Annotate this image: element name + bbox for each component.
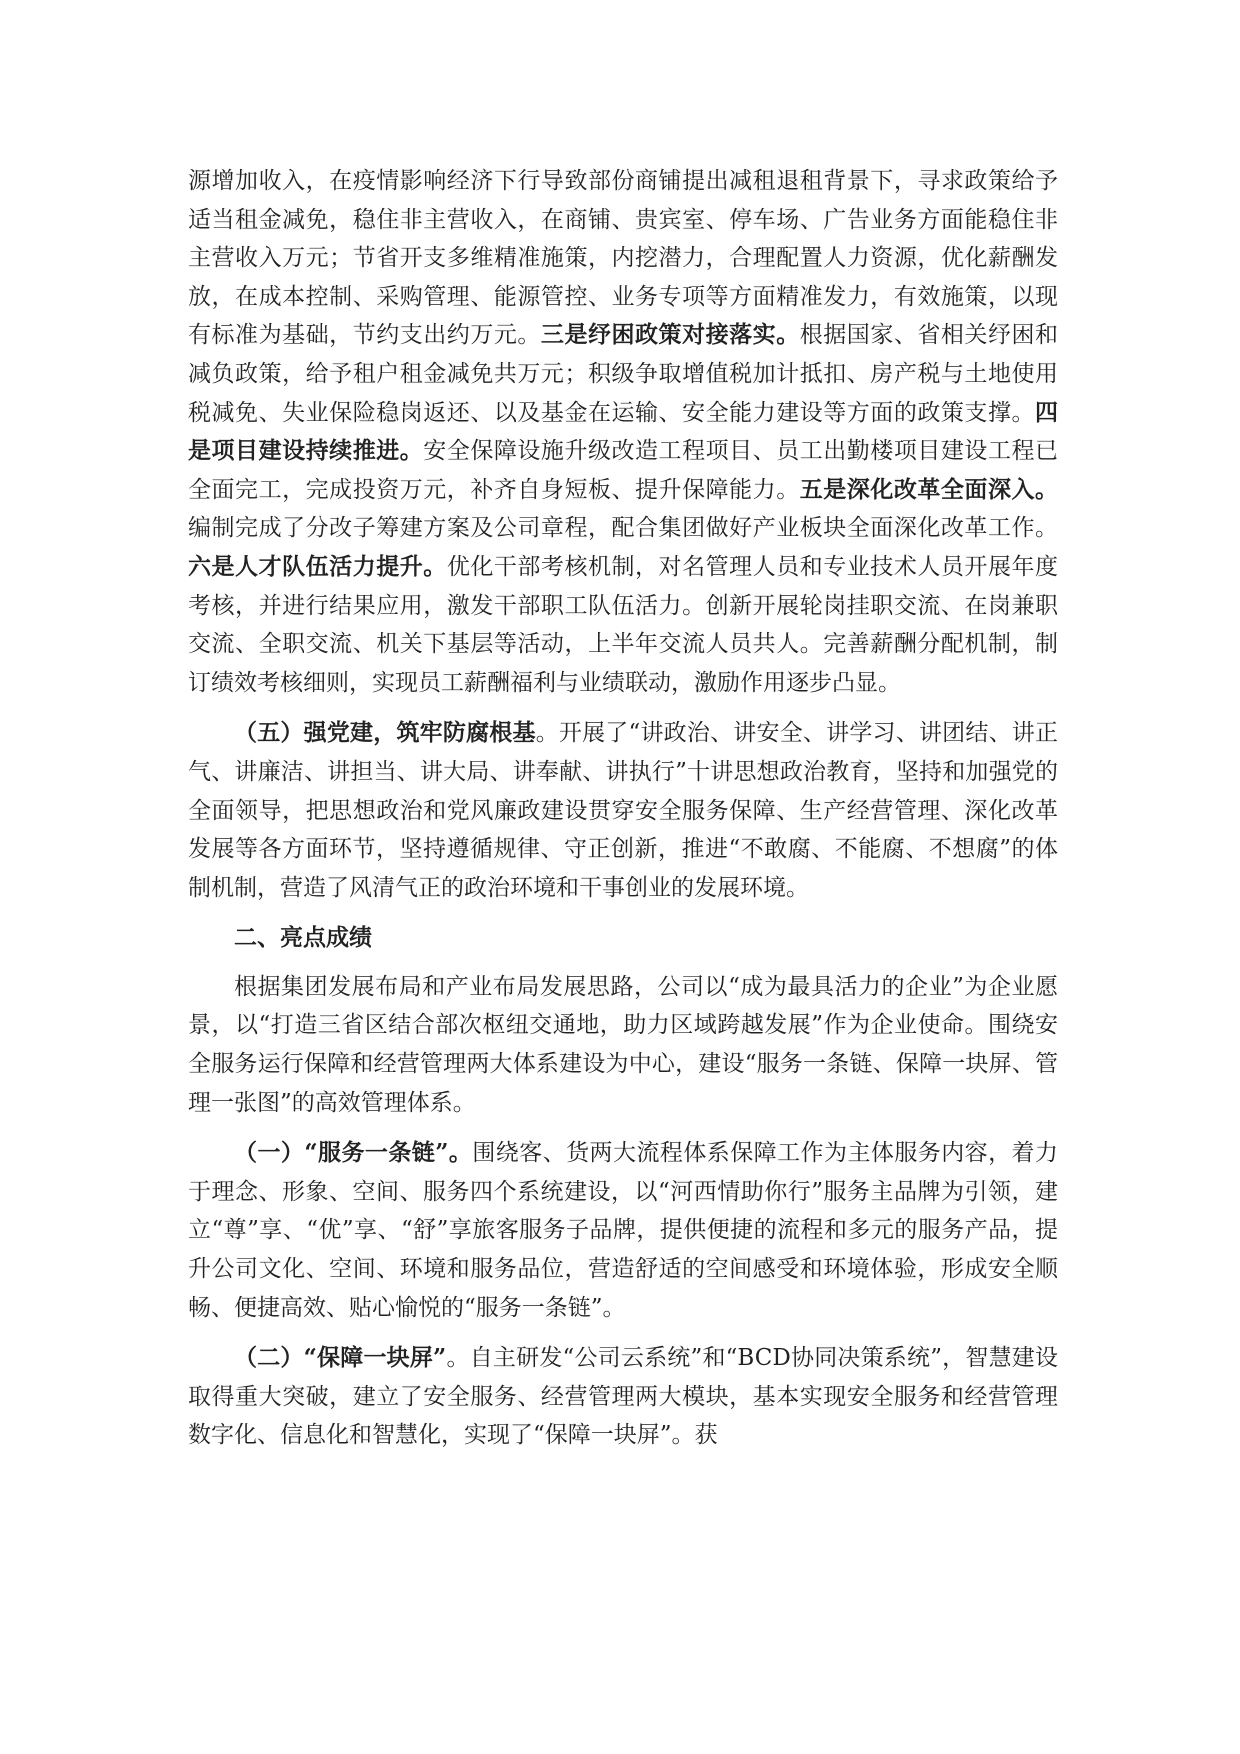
point-six-heading: 六是人才队伍活力提升。 <box>188 552 447 580</box>
paragraph-support-screen <box>188 1339 1058 1455</box>
point-five-heading: 五是深化改革全面深入。 <box>799 475 1059 503</box>
point-five-text: 编制完成了分改子筹建方案及公司章程，配合集团做好产业板块全面深化改革工作。 <box>188 515 1058 542</box>
service-chain-heading: （一）“服务一条链”。 <box>234 1139 473 1167</box>
party-building-heading: （五）强党建，筑牢防腐根基 <box>234 719 536 747</box>
point-four-text: 安全保障设施升级改造工程项目、员工出勤楼项目建设工程已全面完工，完成投资万元，补齐自身短板、提升保障能力。 <box>188 438 1059 503</box>
paragraph-business-measures <box>188 162 1058 702</box>
point-three-heading: 三是纾困政策对接落实。 <box>540 321 800 349</box>
document-page <box>188 162 1058 1467</box>
service-chain-text: 围绕客、货两大流程体系保障工作为主体服务内容，着力于理念、形象、空间、服务四个系统建设，以“河西情助你行”服务主品牌为引领，建立“尊”享、“优”享、“舒”享旅客服务子品牌，提供便捷的流程和多元的服务产品，提升公司文化、空间、环境和服务品位，营造舒适的空间感受和环境体验，形成安全顺畅、便捷高效、贴心愉悦的“服务一条链”。 <box>188 1140 1058 1321</box>
point-four-heading: 四是项目建设持续推进。 <box>188 398 1058 465</box>
paragraph-service-chain <box>188 1134 1058 1327</box>
point-six-text: 优化干部考核机制，对名管理人员和专业技术人员开展年度考核，并进行结果应用，激发干部职工队伍活力。创新开展轮岗挂职交流、在岗兼职交流、全职交流、机关下基层等活动，上半年交流人员共人。完善薪酬分配机制，制订绩效考核细则，实现员工薪酬福利与业绩联动，激励作用逐步凸显。 <box>188 553 1059 696</box>
support-screen-heading: （二）“保障一块屏” <box>234 1344 447 1372</box>
paragraph-vision: 根据集团发展布局和产业布局发展思路，公司以“成为最具活力的企业”为企业愿景，以“打造三省区结合部次枢纽交通地，助力区域跨越发展”作为企业使命。围绕安全服务运行保障和经营管理两大体系建设为中心，建设“服务一条链、保障一块屏、管理一张图”的高效管理体系。 <box>188 973 1058 1116</box>
paragraph-party-building <box>188 714 1058 907</box>
point-three-text: 根据国家、省相关纾困和减负政策，给予租户租金减免共万元；积级争取增值税加计抵扣、房产税与土地使用税减免、失业保险稳岗返还、以及基金在运输、安全能力建设等方面的政策支撑。 <box>188 322 1059 426</box>
text-revenue-cost: 源增加收入，在疫情影响经济下行导致部份商铺提出减租退租背景下，寻求政策给予适当租金减免，稳住非主营收入，在商铺、贵宾室、停车场、广告业务方面能稳住非主营收入万元；节省开支多维精准施策，内挖潜力，合理配置人力资源，优化薪酬发放，在成本控制、采购管理、能源管控、业务专项等方面精准发力，有效施策，以现有标准为基础，节约支出约万元。 <box>188 168 1058 349</box>
party-building-text: 。开展了“讲政治、讲安全、讲学习、讲团结、讲正气、讲廉洁、讲担当、讲大局、讲奉献、讲执行”十讲思想政治教育，坚持和加强党的全面领导，把思想政治和党风廉政建设贯穿安全服务保障、生产经营管理、深化改革发展等各方面环节，坚持遵循规律、守正创新，推进“不敢腐、不能腐、不想腐”的体制机制，营造了风清气正的政治环境和干事创业的发展环境。 <box>188 720 1058 901</box>
support-screen-text: 。自主研发“公司云系统”和“BCD协同决策系统”，智慧建设取得重大突破，建立了安全服务、经营管理两大模块，基本实现安全服务和经营管理数字化、信息化和智慧化，实现了“保障一块屏”。获 <box>188 1345 1058 1449</box>
section-heading-highlights: 二、亮点成绩 <box>234 924 372 952</box>
